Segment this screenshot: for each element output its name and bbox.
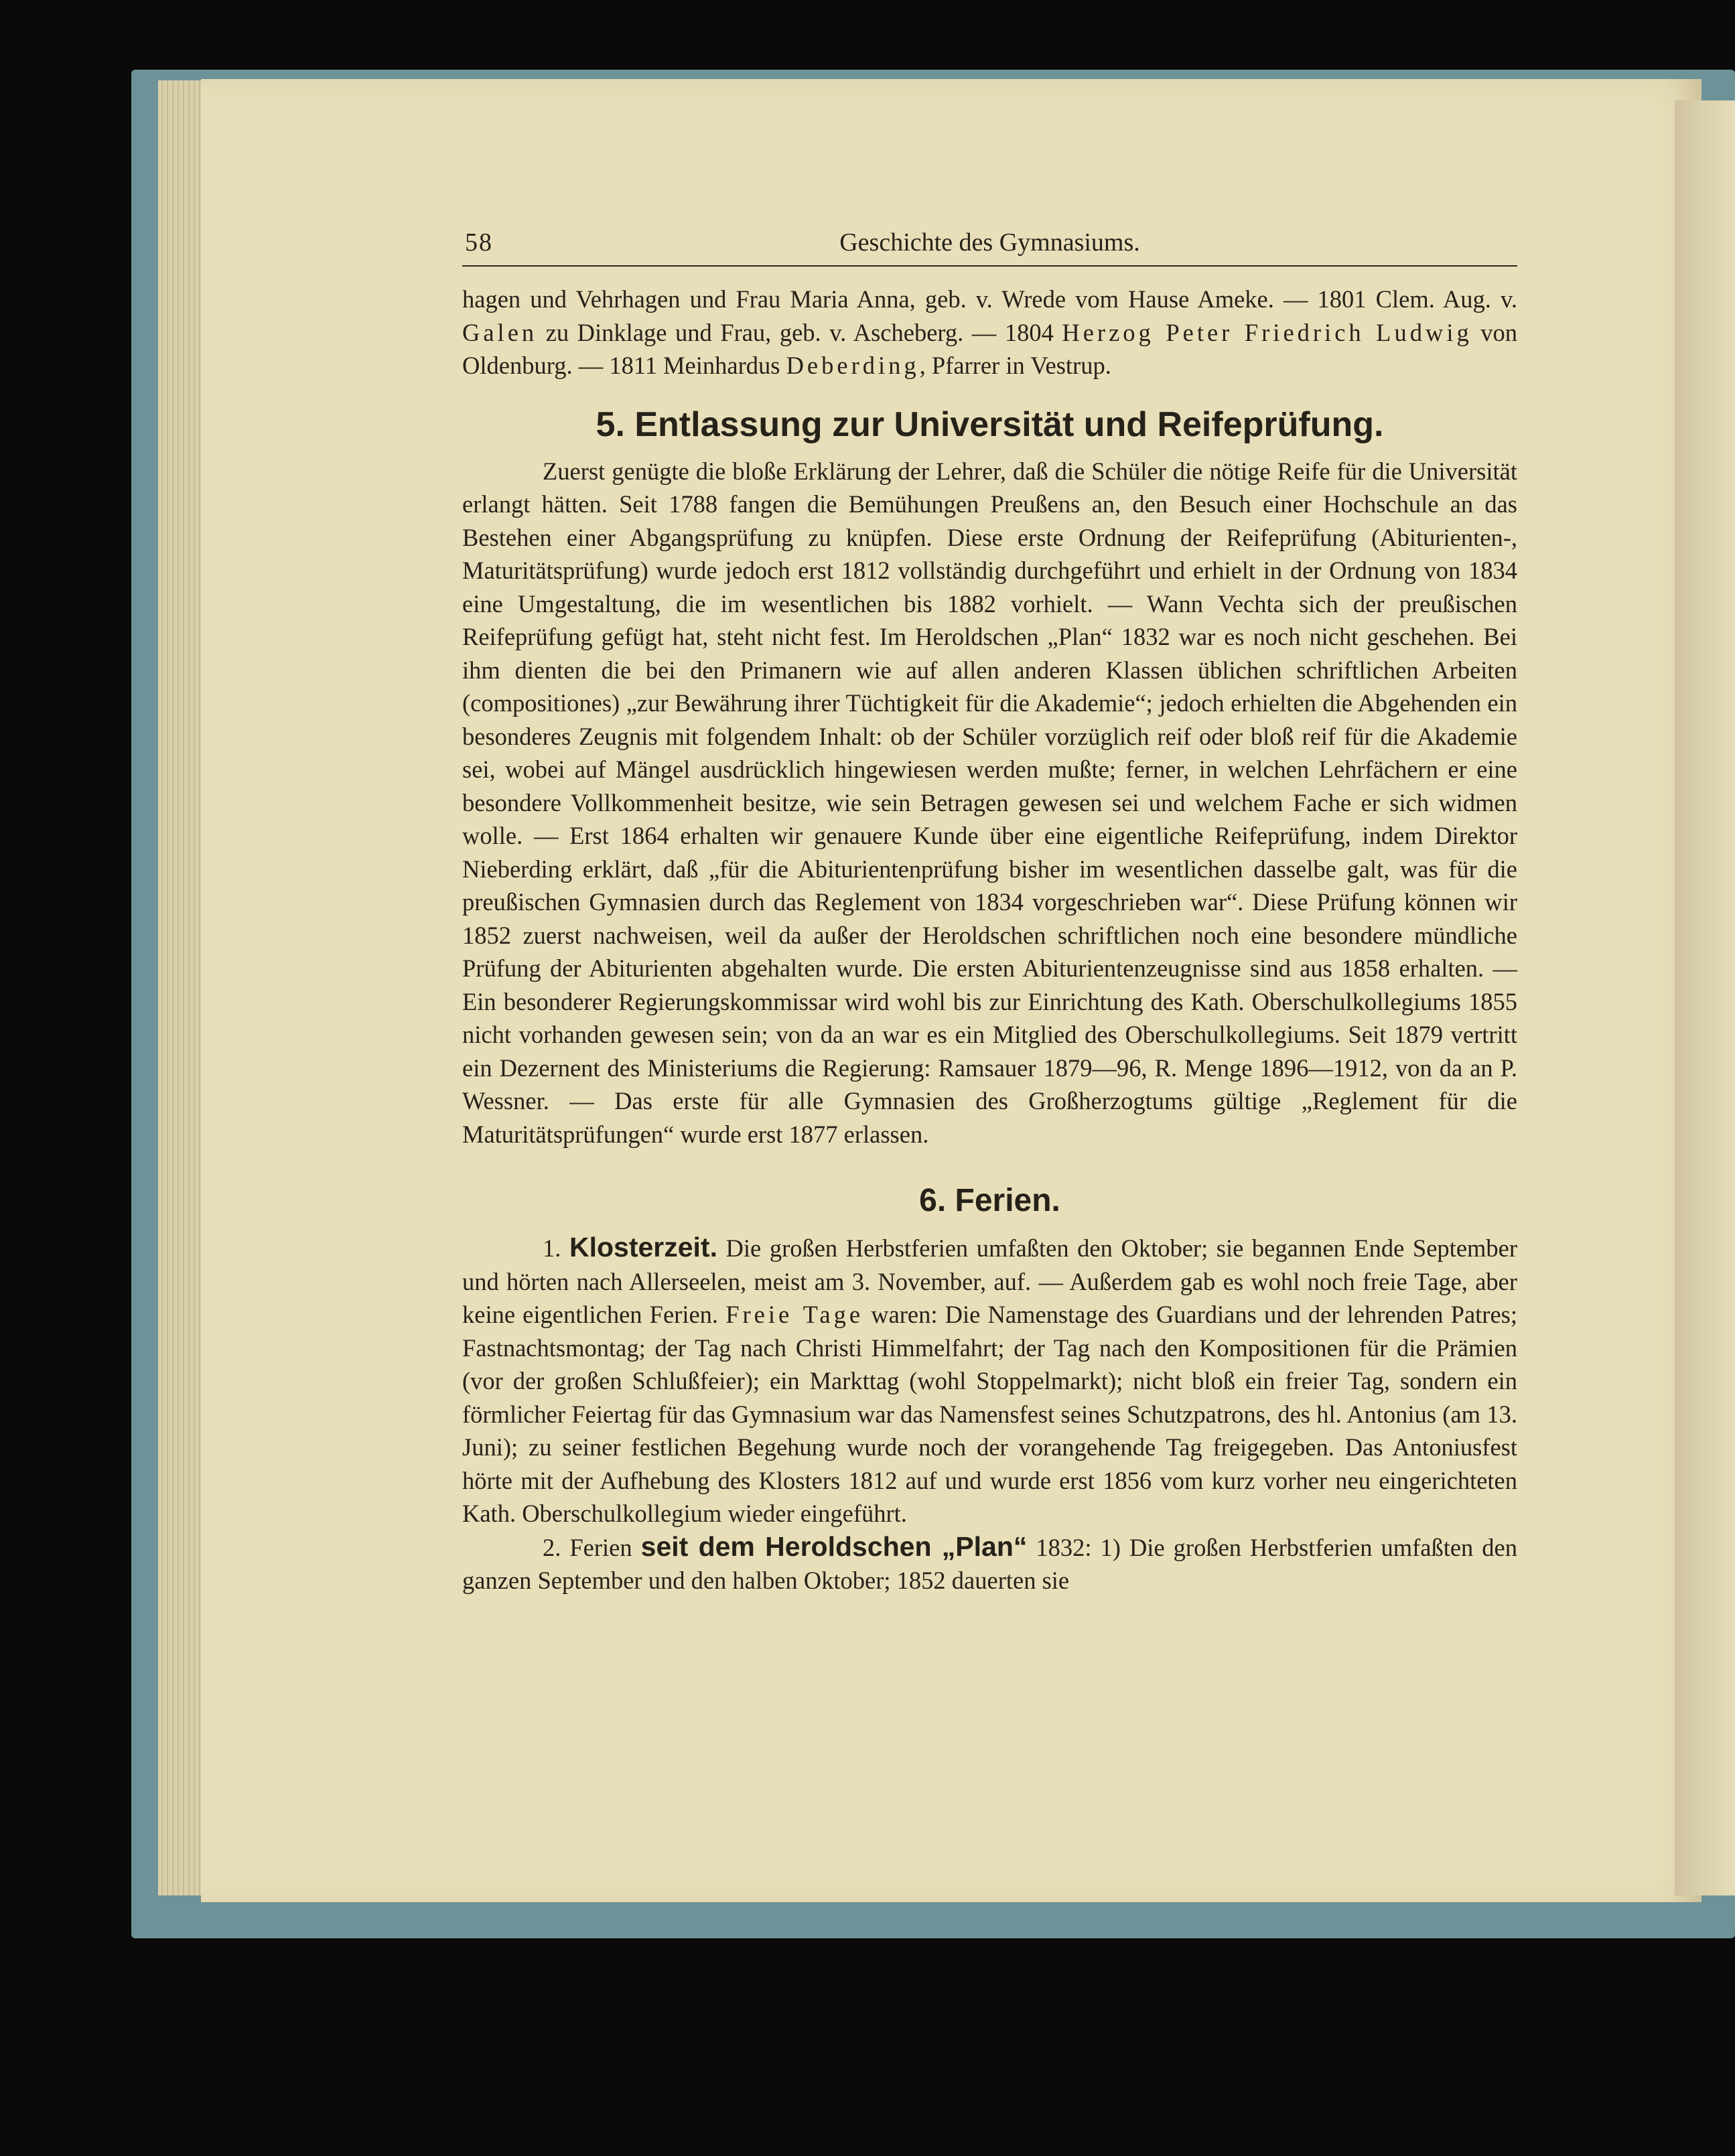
- intro-name-galen: Galen: [462, 318, 538, 346]
- page-number: 58: [465, 228, 493, 257]
- section-6-paragraph-2: [462, 1530, 1517, 1597]
- intro-text-4: , Pfarrer in Vestrup.: [919, 352, 1111, 379]
- section-6-heading: 6. Ferien.: [919, 1183, 1060, 1218]
- running-title: Geschichte des Gymnasiums.: [839, 228, 1140, 257]
- p1-text-a: Die großen Herbstferien umfaßten den Oktober; sie begannen Ende September und hörten nach Allerseelen, meist am 3. November, auf. — Außerdem gab es wohl noch freie Tage, aber keine eigentlichen Ferien.: [462, 1234, 1518, 1328]
- intro-text-1: hagen und Vehrhagen und Frau Maria Anna, geb. v. Wrede vom Hause Ameke. — 1801 Clem. Aug. v.: [462, 285, 1517, 313]
- intro-name-herzog: Herzog Peter Friedrich Ludwig: [1062, 318, 1472, 346]
- page-content: [462, 228, 1517, 1597]
- section-5-paragraph: Zuerst genügte die bloße Erklärung der Lehrer, daß die Schüler die nötige Reife für die Universität erlangt hätten. Seit 1788 fangen die Bemühungen Preußens an, den Besuch einer Hochschule an das Bestehen einer Abgangsprüfung zu knüpfen. Diese erste Ordnung der Reifeprüfung (Abiturienten-, Maturitätsprüfung) wurde jedoch erst 1812 vollständig durchgeführt und erhielt in der Ordnung von 1834 eine Umgestaltung, die im wesentlichen bis 1882 vorhielt. — Wann Vechta sich der preußischen Reifeprüfung gefügt hat, steht nicht fest. Im Heroldschen „Plan“ 1832 war es noch nicht geschehen. Bei ihm dienten die bei den Primanern wie auf allen anderen Klassen üblichen schriftlichen Arbeiten (compositiones) „zur Bewährung ihrer Tüchtigkeit für die Akademie“; jedoch erhielten die Abgehenden ein besonderes Zeugnis mit folgendem Inhalt: ob der Schüler vorzüglich reif oder bloß reif für die Akademie sei, wobei auf Mängel ausdrücklich hingewiesen werden mußte; ferner, in welchen Lehrfächern er eine besondere Vollkommenheit besitze, wie sein Betragen gewesen sei und welchem Fache er sich widmen wolle. — Erst 1864 erhalten wir genauere Kunde über eine eigentliche Reifeprüfung, indem Direktor Nieberding erklärt, daß „für die Abiturientenprüfung bisher im wesentlichen dasselbe galt, was für die preußischen Gymnasien durch das Reglement von 1834 vorgeschrieben war“. Diese Prüfung können wir 1852 zuerst nachweisen, weil da außer der Heroldschen schriftlichen noch eine besondere mündliche Prüfung der Abiturienten abgehalten wurde. Die ersten Abiturientenzeugnisse sind aus 1858 erhalten. — Ein besonderer Regierungskommissar wird wohl bis zur Einrichtung des Kath. Oberschulkollegiums 1855 nicht vorhanden gewesen sein; von da an war es ein Mitglied des Oberschulkollegiums. Seit 1879 vertritt ein Dezernent des Ministeriums die Regierung: Ramsauer 1879—96, R. Menge 1896—1912, von da an P. Wessner. — Das erste für alle Gymnasien des Großherzogtums gültige „Reglement für die Maturitätsprüfungen“ wurde erst 1877 erlassen.: [462, 457, 1517, 1148]
- p1-spaced-term: Freie Tage: [725, 1301, 864, 1328]
- p1-number: 1.: [543, 1234, 569, 1262]
- intro-text-3: von Oldenburg. — 1811 Meinhardus: [462, 318, 1518, 379]
- p1-text-b: waren: Die Namenstage des Guardians und der lehrenden Patres; Fastnachtsmontag; der Tag nach Christi Himmelfahrt; der Tag nach den Kompositionen für die Prämien (vor der großen Schlußfeier); ein Markttag (wohl Stoppelmarkt); nicht bloß ein freier Tag, sondern ein förmlicher Feiertag für das Gymnasium war das Namensfest seines Schutzpatrons, des hl. Antonius (am 13. Juni); zu seiner festlichen Begehung wurde noch der vorangehende Tag freigegeben. Das Antoniusfest hörte mit der Aufhebung des Klosters 1812 auf und wurde erst 1856 vom kurz vorher neu eingerichteten Kath. Oberschulkollegium wieder eingeführt.: [462, 1301, 1517, 1527]
- facing-page-edge: [1675, 100, 1735, 1895]
- intro-name-deberding: Deberding: [786, 352, 920, 379]
- section-5-heading: 5. Entlassung zur Universität und Reifeprüfung.: [596, 405, 1384, 444]
- intro-text-2: zu Dinklage und Frau, geb. v. Ascheberg. — 1804: [537, 318, 1062, 346]
- section-6-paragraph-1: [462, 1231, 1517, 1530]
- p2-text-a: 2. Ferien: [543, 1533, 641, 1561]
- p2-text-b: 1832: 1) Die großen Herbstferien umfaßten den ganzen September und den halben Oktober; 1852 dauerten sie: [462, 1533, 1517, 1594]
- p1-subheading: Klosterzeit.: [569, 1232, 717, 1263]
- intro-paragraph: [462, 283, 1517, 382]
- p2-subheading: seit dem Heroldschen „Plan“: [640, 1530, 1028, 1562]
- running-header: [462, 228, 1517, 267]
